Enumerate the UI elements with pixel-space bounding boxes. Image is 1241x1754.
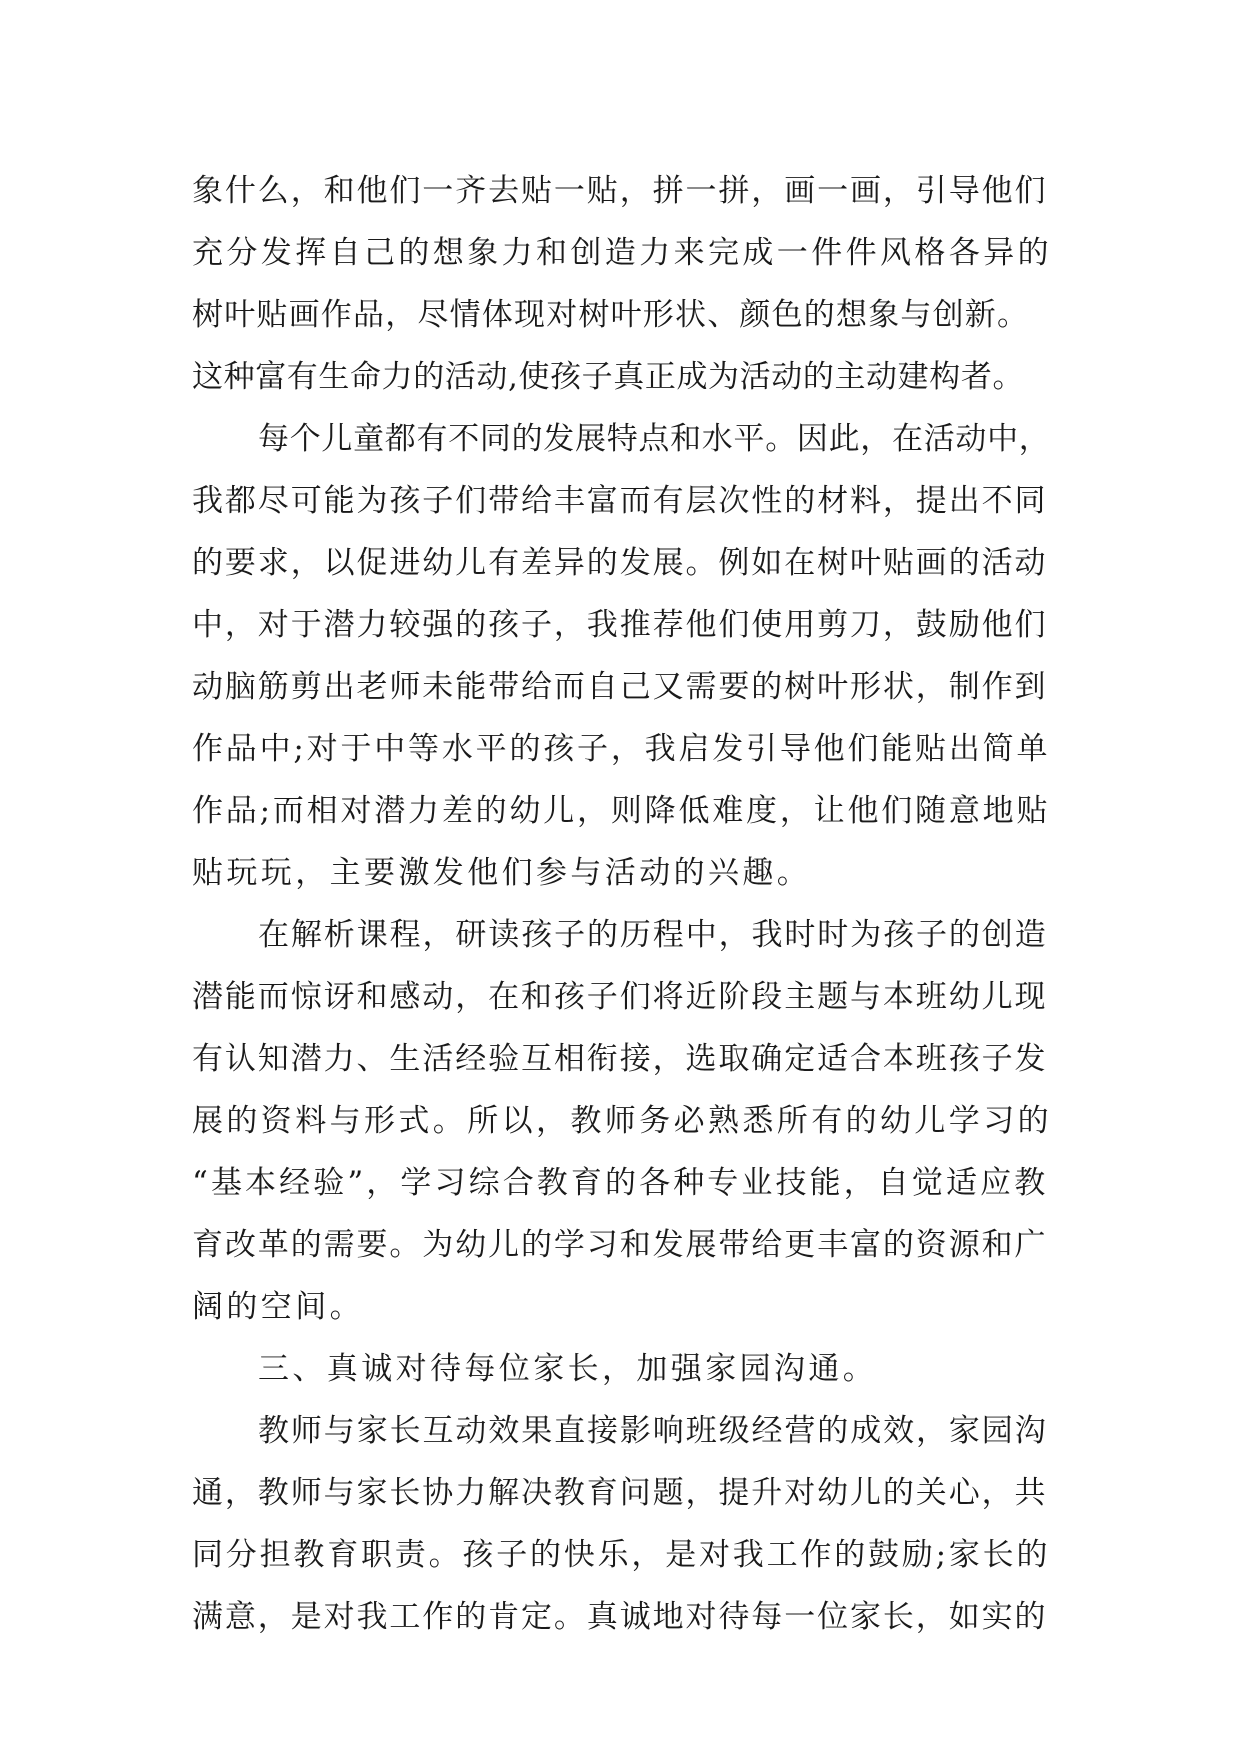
- text-line: 通，教师与家长协力解决教育问题，提升对幼儿的关心，共: [192, 1475, 1048, 1511]
- text-line: 树叶贴画作品，尽情体现对树叶形状、颜色的想象与创新。: [192, 297, 1030, 333]
- text-line: 作品;而相对潜力差的幼儿，则降低难度，让他们随意地贴: [192, 793, 1051, 829]
- text-line: 我都尽可能为孩子们带给丰富而有层次性的材料，提出不同: [192, 483, 1048, 519]
- body-text: [192, 160, 1054, 1648]
- text-line: 展的资料与形式。所以，教师务必熟悉所有的幼儿学习的: [192, 1103, 1052, 1139]
- paragraph-start-line: 每个儿童都有不同的发展特点和水平。因此，在活动中，: [258, 421, 1051, 457]
- text-line: 作品中;对于中等水平的孩子，我启发引导他们能贴出简单: [192, 731, 1051, 767]
- text-line: 的要求，以促进幼儿有差异的发展。例如在树叶贴画的活动: [192, 545, 1048, 581]
- text-line: 同分担教育职责。孩子的快乐，是对我工作的鼓励;家长的: [192, 1537, 1051, 1573]
- paragraph-start-line: 教师与家长互动效果直接影响班级经营的成效，家园沟: [258, 1413, 1048, 1449]
- paragraph-start-line: 在解析课程，研读孩子的历程中，我时时为孩子的创造: [258, 917, 1048, 953]
- section-heading: 三、真诚对待每位家长，加强家园沟通。: [258, 1351, 878, 1387]
- text-line: 中，对于潜力较强的孩子，我推荐他们使用剪刀，鼓励他们: [192, 607, 1048, 643]
- text-line: 育改革的需要。为幼儿的学习和发展带给更丰富的资源和广: [192, 1227, 1048, 1263]
- text-line: 贴玩玩，主要激发他们参与活动的兴趣。: [192, 855, 812, 891]
- text-line: 象什么，和他们一齐去贴一贴，拼一拼，画一画，引导他们: [192, 173, 1048, 209]
- text-line: 阔的空间。: [192, 1289, 364, 1325]
- text-line: 这种富有生命力的活动,使孩子真正成为活动的主动建构者。: [192, 359, 1025, 395]
- text-line: 动脑筋剪出老师未能带给而自己又需要的树叶形状，制作到: [192, 669, 1048, 705]
- text-line: 满意，是对我工作的肯定。真诚地对待每一位家长，如实的: [192, 1599, 1048, 1635]
- text-line: “基本经验”，学习综合教育的各种专业技能，自觉适应教: [192, 1165, 1049, 1201]
- text-line: 有认知潜力、生活经验互相衔接，选取确定适合本班孩子发: [192, 1041, 1048, 1077]
- text-line: 潜能而惊讶和感动，在和孩子们将近阶段主题与本班幼儿现: [192, 979, 1048, 1015]
- text-line: 充分发挥自己的想象力和创造力来完成一件件风格各异的: [192, 235, 1052, 271]
